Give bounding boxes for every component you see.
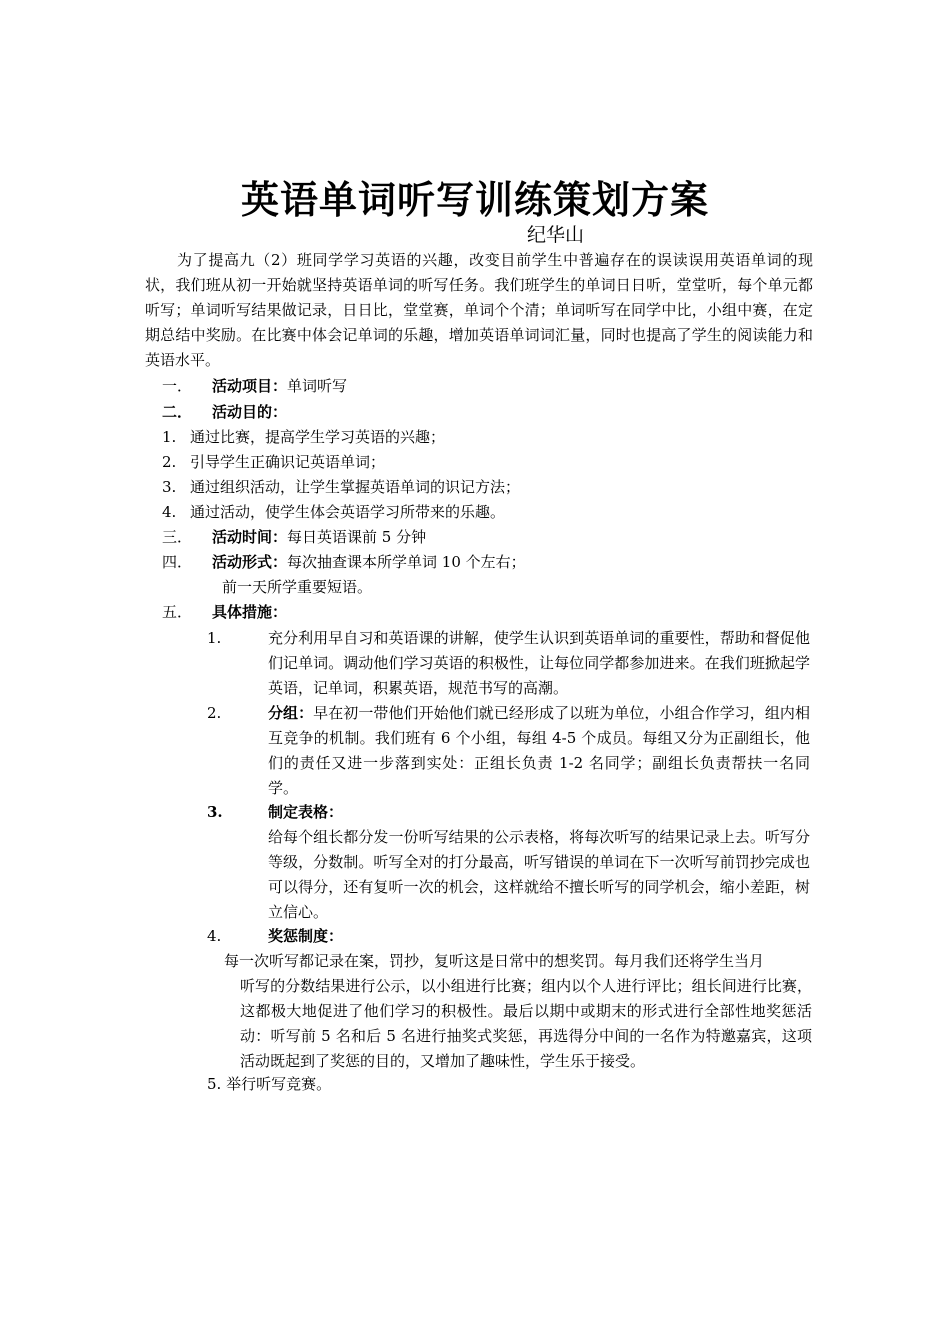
section-5-label: 具体措施：	[212, 603, 288, 621]
measure-label: 奖惩制度：	[268, 927, 344, 945]
measure-number: 3.	[207, 803, 223, 821]
section-3-body	[212, 525, 426, 550]
measure-number: 4.	[207, 927, 222, 945]
section-2-label: 活动目的：	[212, 403, 288, 421]
section-text: 每次抽查课本所学单词 10 个左右；	[287, 553, 526, 571]
section-text: 每日英语课前 5 分钟	[287, 528, 427, 546]
section-4-text-2: 前一天所学重要短语。	[222, 578, 373, 596]
measure-3-text: 给每个组长都分发一份听写结果的公示表格，将每次听写的结果记录上去。听写分等级，分数制。听写全对的打分最高，听写错误的单词在下一次听写前罚抄完成也可以得分，还有复听一次的机会，这样就给不擅长听写的同学机会，缩小差距，树立信心。	[268, 828, 810, 921]
goal-text: 通过活动，使学生体会英语学习所带来的乐趣。	[190, 503, 506, 521]
section-1	[162, 374, 192, 399]
measure-number: 2.	[207, 704, 222, 722]
section-3-number: 三．	[162, 528, 193, 546]
measure-1-text: 充分利用早自习和英语课的讲解，使学生认识到英语单词的重要性，帮助和督促他们记单词。调动他们学习英语的积极性，让每位同学都参加进来。在我们班掀起学英语，记单词，积累英语，规范书写的高潮。	[268, 629, 810, 697]
section-text: 单词听写	[287, 377, 348, 395]
section-label: 活动时间：	[212, 528, 288, 546]
goal-number: 2.	[162, 453, 177, 471]
document-title: 英语单词听写训练策划方案	[240, 178, 709, 222]
section-2-number: 二．	[162, 403, 193, 421]
section-4-number: 四．	[162, 553, 193, 571]
section-5-number: 五．	[162, 603, 193, 621]
measure-4-text-rest: 听写的分数结果进行公示，以小组进行比赛；组内以个人进行评比；组长间进行比赛，这都极大地促进了他们学习的积极性。最后以期中或期末的形式进行全部性地奖惩活动：听写前 5 名和后 5 名进行抽奖式奖惩，再选得分中间的一名作为特邀嘉宾，这项活动既起到了奖惩的目的，又增加了趣味性，学生乐于接受。	[240, 977, 812, 1070]
goal-text: 引导学生正确识记英语单词；	[190, 453, 386, 471]
measure-2-text	[268, 701, 810, 801]
goal-text: 通过比赛，提高学生学习英语的兴趣；	[190, 428, 446, 446]
measure-number: 1.	[207, 629, 222, 647]
measure-4-text-first: 每一次听写都记录在案，罚抄，复听这是日常中的想奖罚。每月我们还将学生当月	[224, 952, 765, 970]
measure-label: 制定表格：	[268, 803, 344, 821]
author-name: 纪华山	[527, 224, 585, 246]
section-4-body	[212, 550, 526, 575]
measure-body: 早在初一带他们开始他们就已经形成了以班为单位，小组合作学习，组内相互竞争的机制。我们班有 6 个小组，每组 4-5 个成员。每组又分为正副组长，他们的责任又进一步落到实处：正组长负责 1-2 名同学；副组长负责帮扶一名同学。	[268, 704, 810, 797]
measure-5-text: 5. 举行听写竞赛。	[207, 1075, 332, 1093]
goal-text: 通过组织活动，让学生掌握英语单词的识记方法；	[190, 478, 521, 496]
goal-number: 3.	[162, 478, 177, 496]
section-1-body	[212, 374, 347, 399]
goal-number: 4.	[162, 503, 177, 521]
goal-number: 1.	[162, 428, 177, 446]
section-number: 一．	[162, 377, 193, 395]
measure-label: 分组：	[268, 704, 314, 722]
intro-paragraph: 为了提高九（2）班同学学习英语的兴趣，改变目前学生中普遍存在的误读误用英语单词的现状，我们班从初一开始就坚持英语单词的听写任务。我们班学生的单词日日听，堂堂听，每个单元都听写；单词听写结果做记录，日日比，堂堂赛，单词个个清；单词听写在同学中比，小组中赛，在定期总结中奖励。在比赛中体会记单词的乐趣，增加英语单词词汇量，同时也提高了学生的阅读能力和英语水平。	[145, 251, 813, 369]
section-label: 活动形式：	[212, 553, 288, 571]
section-label: 活动项目：	[212, 377, 288, 395]
